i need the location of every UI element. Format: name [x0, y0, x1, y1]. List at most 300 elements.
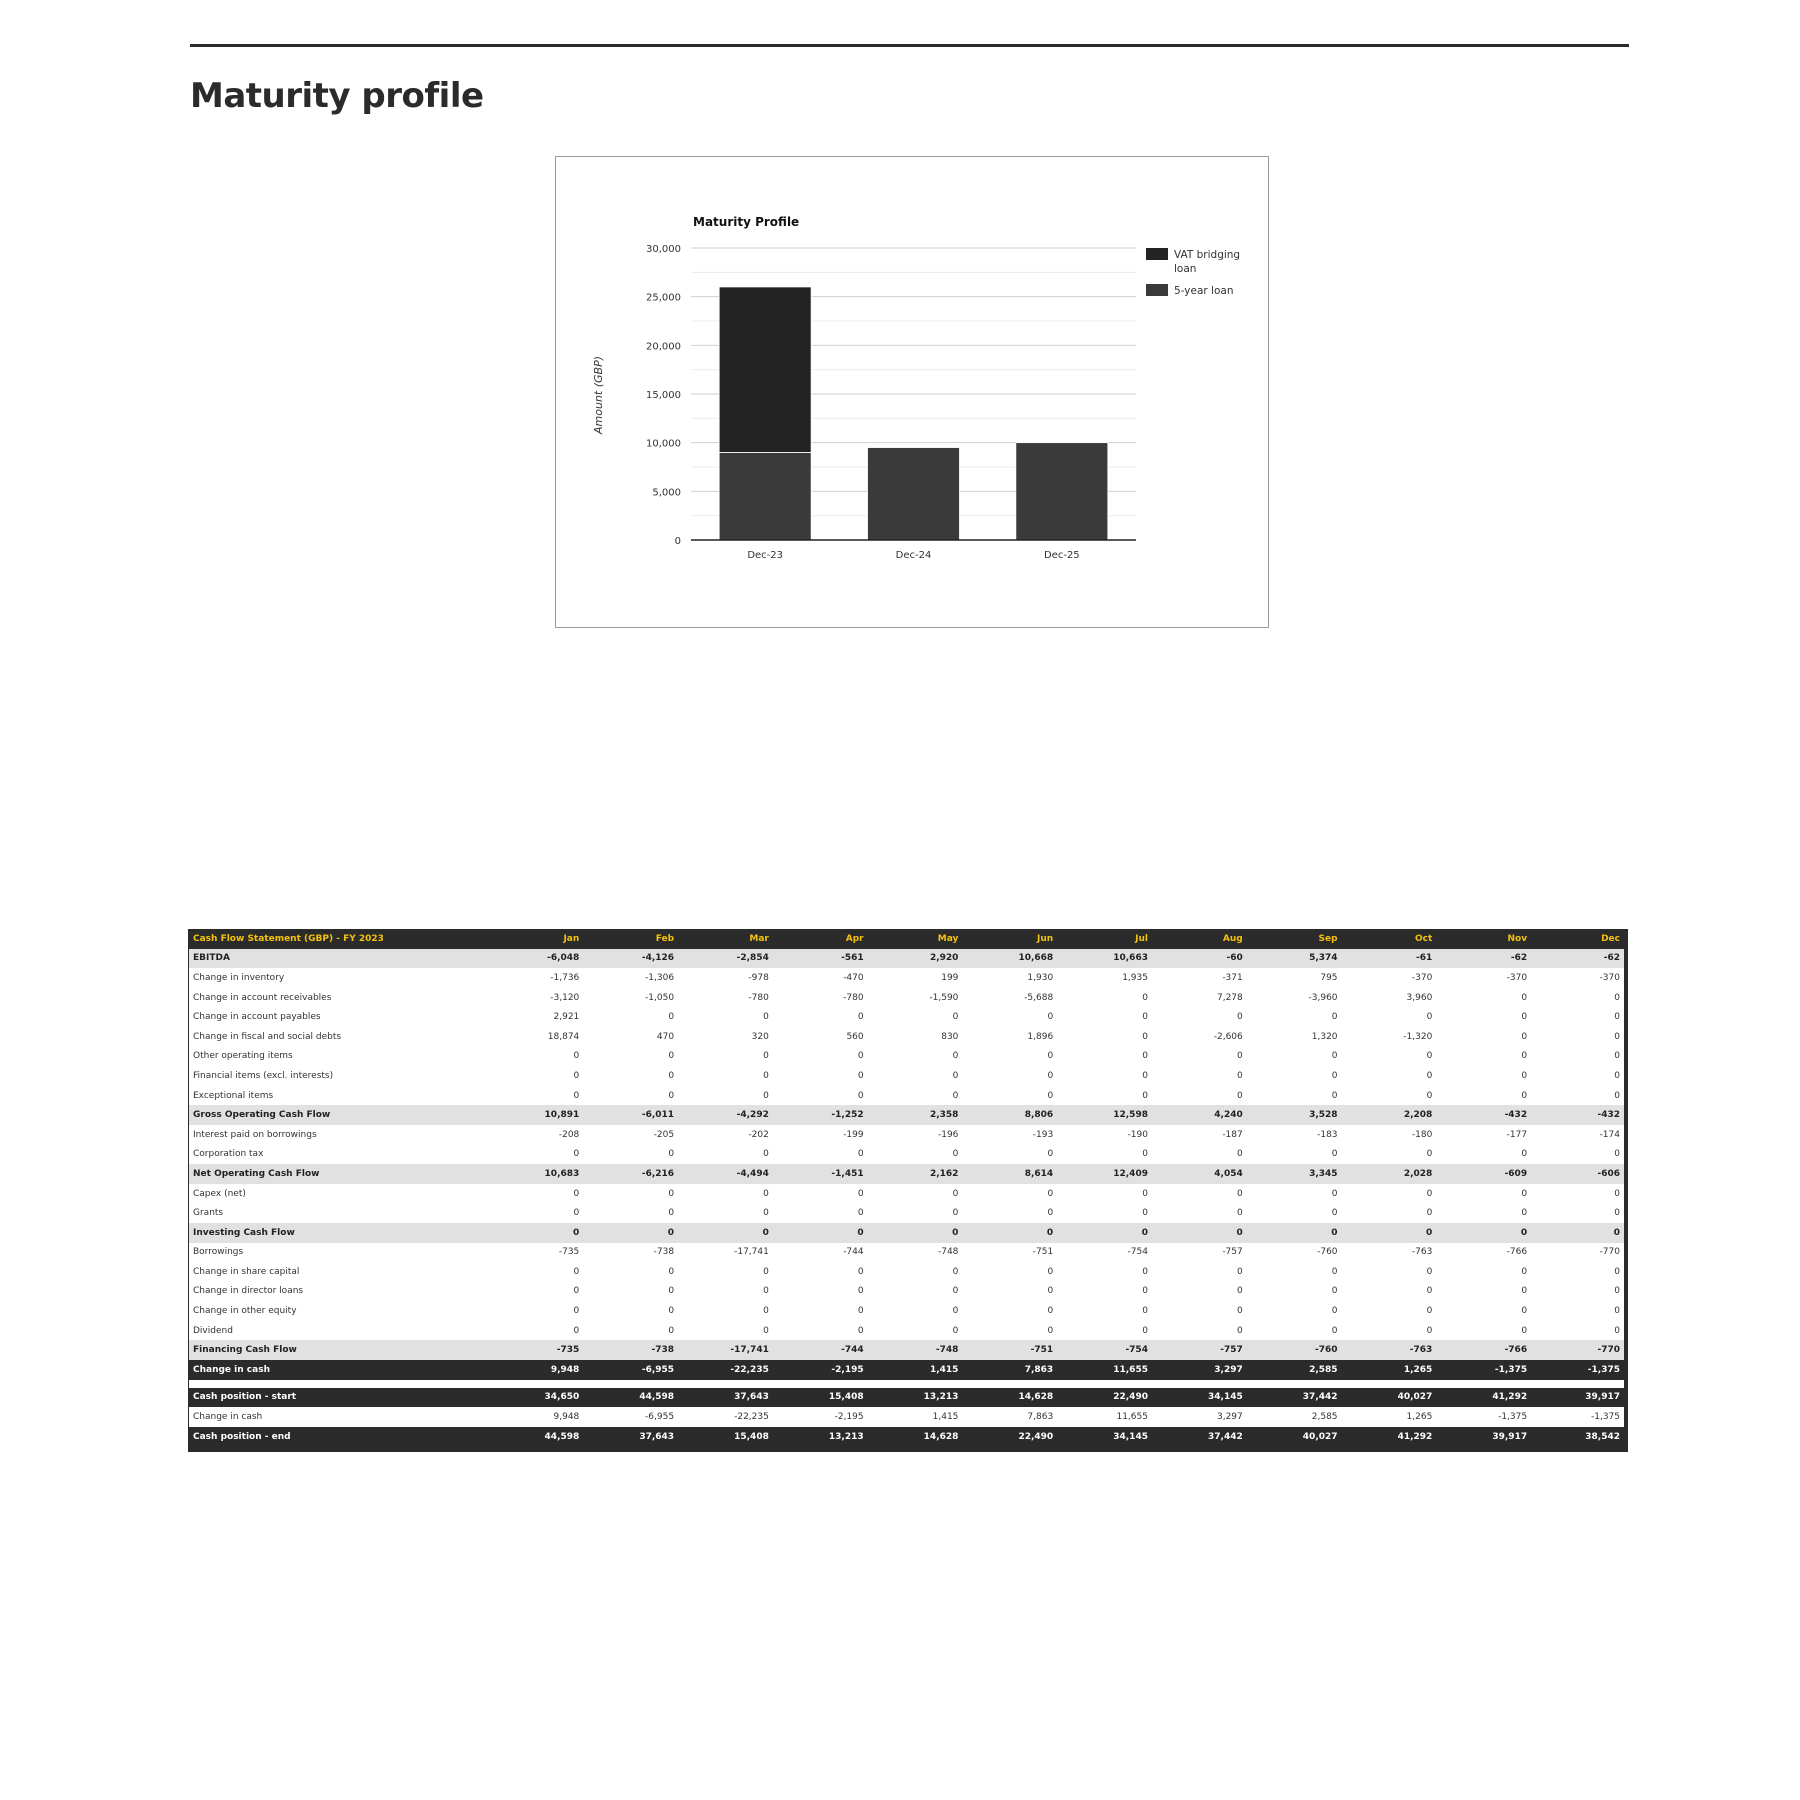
table-row [189, 1164, 1627, 1184]
row-label: Change in account payables [189, 1007, 489, 1027]
row-value-mar: 0 [678, 1301, 773, 1321]
month-header-may: May [868, 929, 963, 949]
row-value-feb: -205 [583, 1125, 678, 1145]
row-value-apr: 13,213 [773, 1427, 868, 1450]
row-value-aug: 0 [1152, 1145, 1247, 1165]
row-value-jul: 12,409 [1057, 1164, 1152, 1184]
row-value-jul: -754 [1057, 1340, 1152, 1360]
row-value-oct: 2,028 [1342, 1164, 1437, 1184]
row-value-jul: 10,663 [1057, 949, 1152, 969]
row-value-may: 2,358 [868, 1105, 963, 1125]
row-value-apr: 0 [773, 1066, 868, 1086]
y-tick-label: 0 [674, 536, 681, 547]
y-tick-label: 15,000 [646, 390, 681, 401]
cash-flow-table [188, 929, 1628, 1452]
row-value-sep: 0 [1247, 1145, 1342, 1165]
row-value-feb: 0 [583, 1223, 678, 1243]
row-value-may: 0 [868, 1145, 963, 1165]
row-value-jul: 0 [1057, 1184, 1152, 1204]
row-value-aug: 0 [1152, 1223, 1247, 1243]
row-value-oct: 40,027 [1342, 1388, 1437, 1408]
row-value-apr: 0 [773, 1007, 868, 1027]
row-value-aug: -757 [1152, 1340, 1247, 1360]
row-value-may: 0 [868, 1184, 963, 1204]
row-value-mar: -780 [678, 988, 773, 1008]
row-value-jul: 0 [1057, 1066, 1152, 1086]
row-value-feb: -6,955 [583, 1360, 678, 1380]
row-value-feb: 37,643 [583, 1427, 678, 1450]
y-tick-label: 25,000 [646, 292, 681, 304]
row-value-nov: 41,292 [1436, 1388, 1531, 1408]
table-row [189, 1086, 1627, 1106]
row-value-may: -748 [868, 1340, 963, 1360]
y-tick-label: 10,000 [646, 438, 681, 450]
row-value-jan: 44,598 [489, 1427, 584, 1450]
row-value-may: 0 [868, 1223, 963, 1243]
row-value-jan: -735 [489, 1340, 584, 1360]
row-value-aug: 3,297 [1152, 1407, 1247, 1427]
row-value-oct: 0 [1342, 1066, 1437, 1086]
row-value-jan: 0 [489, 1262, 584, 1282]
row-value-nov: 0 [1436, 1047, 1531, 1067]
row-value-apr: 0 [773, 1086, 868, 1106]
row-value-oct: -370 [1342, 968, 1437, 988]
row-label: Change in cash [189, 1407, 489, 1427]
row-value-aug: 4,054 [1152, 1164, 1247, 1184]
row-value-feb: 0 [583, 1203, 678, 1223]
row-value-mar: -22,235 [678, 1407, 773, 1427]
row-value-sep: 0 [1247, 1047, 1342, 1067]
row-value-may: 14,628 [868, 1427, 963, 1450]
row-value-jan: 10,683 [489, 1164, 584, 1184]
row-value-aug: -371 [1152, 968, 1247, 988]
row-value-dec: -770 [1531, 1243, 1626, 1263]
row-value-jun: 0 [962, 1007, 1057, 1027]
row-value-apr: -561 [773, 949, 868, 969]
row-value-jul: 0 [1057, 1223, 1152, 1243]
table-row [189, 968, 1627, 988]
row-value-apr: 560 [773, 1027, 868, 1047]
bar-5-year-loan-dec-24 [868, 448, 960, 540]
row-value-feb: 470 [583, 1027, 678, 1047]
row-value-may: 0 [868, 1321, 963, 1341]
row-value-apr: -470 [773, 968, 868, 988]
row-value-nov: -1,375 [1436, 1407, 1531, 1427]
bar-5-year-loan-dec-23 [719, 452, 811, 540]
row-value-dec: 0 [1531, 1086, 1626, 1106]
x-tick-label: Dec-24 [895, 550, 932, 561]
row-value-jun: 1,896 [962, 1027, 1057, 1047]
table-row [189, 1321, 1627, 1341]
row-value-jul: 0 [1057, 1047, 1152, 1067]
row-value-feb: 0 [583, 1086, 678, 1106]
row-value-feb: -1,306 [583, 968, 678, 988]
row-value-oct: -763 [1342, 1340, 1437, 1360]
row-value-may: 0 [868, 1086, 963, 1106]
row-value-jun: -751 [962, 1340, 1057, 1360]
table-row [189, 1066, 1627, 1086]
row-value-aug: 0 [1152, 1007, 1247, 1027]
row-value-aug: -187 [1152, 1125, 1247, 1145]
row-label: Financing Cash Flow [189, 1340, 489, 1360]
row-value-sep: 0 [1247, 1066, 1342, 1086]
row-value-oct: -763 [1342, 1243, 1437, 1263]
table-row [189, 1282, 1627, 1302]
row-value-feb: 0 [583, 1282, 678, 1302]
row-value-jun: -193 [962, 1125, 1057, 1145]
row-value-mar: -2,854 [678, 949, 773, 969]
row-value-oct: 0 [1342, 1301, 1437, 1321]
row-value-aug: 0 [1152, 1203, 1247, 1223]
row-value-mar: 0 [678, 1086, 773, 1106]
row-value-jul: 0 [1057, 1262, 1152, 1282]
row-value-nov: 0 [1436, 1321, 1531, 1341]
row-value-jul: 1,935 [1057, 968, 1152, 988]
row-value-mar: -4,292 [678, 1105, 773, 1125]
row-value-feb: 44,598 [583, 1388, 678, 1408]
row-value-jan: 9,948 [489, 1407, 584, 1427]
row-value-jun: 0 [962, 1203, 1057, 1223]
row-value-sep: 0 [1247, 1086, 1342, 1106]
table-row [189, 1407, 1627, 1427]
row-value-nov: 0 [1436, 1027, 1531, 1047]
row-value-aug: 0 [1152, 1321, 1247, 1341]
row-value-may: 1,415 [868, 1407, 963, 1427]
row-value-may: 2,920 [868, 949, 963, 969]
row-value-jan: 0 [489, 1301, 584, 1321]
row-value-may: 0 [868, 1203, 963, 1223]
row-value-nov: -766 [1436, 1243, 1531, 1263]
row-value-apr: -1,252 [773, 1105, 868, 1125]
row-value-dec: 0 [1531, 1007, 1626, 1027]
row-value-nov: 0 [1436, 1145, 1531, 1165]
row-value-may: 199 [868, 968, 963, 988]
row-value-jun: 7,863 [962, 1360, 1057, 1380]
row-value-feb: 0 [583, 1301, 678, 1321]
spacer-cell [189, 1380, 1627, 1388]
row-label: Net Operating Cash Flow [189, 1164, 489, 1184]
row-value-dec: -770 [1531, 1340, 1626, 1360]
row-value-nov: 0 [1436, 1184, 1531, 1204]
row-value-feb: -738 [583, 1243, 678, 1263]
row-value-oct: 0 [1342, 1184, 1437, 1204]
row-value-dec: 0 [1531, 1184, 1626, 1204]
y-tick-label: 20,000 [646, 341, 681, 353]
row-value-jun: 14,628 [962, 1388, 1057, 1408]
row-label: Exceptional items [189, 1086, 489, 1106]
row-value-may: 0 [868, 1047, 963, 1067]
row-value-jan: -3,120 [489, 988, 584, 1008]
row-value-sep: 37,442 [1247, 1388, 1342, 1408]
row-value-sep: 0 [1247, 1321, 1342, 1341]
table-title: Cash Flow Statement (GBP) - FY 2023 [189, 929, 489, 949]
row-value-aug: 0 [1152, 1262, 1247, 1282]
page-title: Maturity profile [190, 76, 484, 116]
row-value-aug: -757 [1152, 1243, 1247, 1263]
row-value-apr: -199 [773, 1125, 868, 1145]
row-value-jul: 0 [1057, 1282, 1152, 1302]
row-value-feb: 0 [583, 1145, 678, 1165]
row-value-dec: 0 [1531, 1203, 1626, 1223]
row-value-nov: -609 [1436, 1164, 1531, 1184]
table-row [189, 1360, 1627, 1380]
row-value-nov: 0 [1436, 1282, 1531, 1302]
row-value-dec: 0 [1531, 1282, 1626, 1302]
table-row [189, 1047, 1627, 1067]
row-value-sep: 0 [1247, 1301, 1342, 1321]
row-value-nov: -370 [1436, 968, 1531, 988]
row-value-apr: -780 [773, 988, 868, 1008]
row-value-dec: -1,375 [1531, 1407, 1626, 1427]
row-value-dec: -62 [1531, 949, 1626, 969]
y-tick-label: 5,000 [652, 487, 681, 499]
row-value-jan: 0 [489, 1223, 584, 1243]
row-value-jul: 0 [1057, 1007, 1152, 1027]
table-row [189, 1125, 1627, 1145]
row-value-jun: -751 [962, 1243, 1057, 1263]
row-value-mar: 37,643 [678, 1388, 773, 1408]
row-value-nov: -62 [1436, 949, 1531, 969]
table-row [189, 1388, 1627, 1408]
row-value-oct: 1,265 [1342, 1360, 1437, 1380]
row-value-jul: 0 [1057, 1203, 1152, 1223]
table-row [189, 1301, 1627, 1321]
row-value-nov: 0 [1436, 1223, 1531, 1243]
row-value-nov: 0 [1436, 1007, 1531, 1027]
row-label: Cash position - start [189, 1388, 489, 1408]
row-value-apr: 0 [773, 1184, 868, 1204]
table-row [189, 1223, 1627, 1243]
month-header-jul: Jul [1057, 929, 1152, 949]
row-value-aug: 4,240 [1152, 1105, 1247, 1125]
row-value-nov: -766 [1436, 1340, 1531, 1360]
row-value-jul: 34,145 [1057, 1427, 1152, 1450]
month-header-jun: Jun [962, 929, 1057, 949]
row-value-sep: 0 [1247, 1282, 1342, 1302]
row-value-jan: -735 [489, 1243, 584, 1263]
row-value-nov: 0 [1436, 1203, 1531, 1223]
row-value-jan: 0 [489, 1066, 584, 1086]
row-value-dec: 0 [1531, 1321, 1626, 1341]
row-value-dec: 0 [1531, 1027, 1626, 1047]
row-value-apr: 0 [773, 1321, 868, 1341]
row-value-aug: 0 [1152, 1282, 1247, 1302]
row-value-jan: 2,921 [489, 1007, 584, 1027]
row-value-sep: 5,374 [1247, 949, 1342, 969]
row-value-may: -1,590 [868, 988, 963, 1008]
row-value-nov: -177 [1436, 1125, 1531, 1145]
row-value-oct: 0 [1342, 1262, 1437, 1282]
row-value-feb: 0 [583, 1321, 678, 1341]
row-value-may: 830 [868, 1027, 963, 1047]
table-row [189, 949, 1627, 969]
row-label: Grants [189, 1203, 489, 1223]
maturity-chart [556, 157, 1270, 629]
row-value-jan: 0 [489, 1282, 584, 1302]
row-value-dec: -1,375 [1531, 1360, 1626, 1380]
row-value-dec: 0 [1531, 988, 1626, 1008]
row-value-jun: 8,806 [962, 1105, 1057, 1125]
row-value-apr: 0 [773, 1301, 868, 1321]
row-value-jul: -754 [1057, 1243, 1152, 1263]
row-label: Change in share capital [189, 1262, 489, 1282]
row-value-jun: 0 [962, 1066, 1057, 1086]
row-value-sep: 2,585 [1247, 1360, 1342, 1380]
row-value-feb: 0 [583, 1066, 678, 1086]
row-value-oct: 0 [1342, 1203, 1437, 1223]
row-value-mar: -4,494 [678, 1164, 773, 1184]
row-value-jan: 18,874 [489, 1027, 584, 1047]
row-value-apr: 0 [773, 1282, 868, 1302]
row-value-nov: 0 [1436, 988, 1531, 1008]
row-value-mar: 0 [678, 1047, 773, 1067]
row-value-dec: -606 [1531, 1164, 1626, 1184]
row-value-oct: -61 [1342, 949, 1437, 969]
row-value-mar: 15,408 [678, 1427, 773, 1450]
row-label: Change in cash [189, 1360, 489, 1380]
row-value-may: 2,162 [868, 1164, 963, 1184]
row-value-mar: 0 [678, 1203, 773, 1223]
row-value-jan: 0 [489, 1321, 584, 1341]
row-value-aug: 34,145 [1152, 1388, 1247, 1408]
month-header-apr: Apr [773, 929, 868, 949]
row-label: Gross Operating Cash Flow [189, 1105, 489, 1125]
bar-5-year-loan-dec-25 [1016, 443, 1108, 540]
row-value-sep: -3,960 [1247, 988, 1342, 1008]
row-value-jul: -190 [1057, 1125, 1152, 1145]
row-value-jul: 0 [1057, 1086, 1152, 1106]
row-value-mar: 0 [678, 1223, 773, 1243]
row-label: Other operating items [189, 1047, 489, 1067]
row-label: EBITDA [189, 949, 489, 969]
row-value-feb: 0 [583, 1262, 678, 1282]
month-header-mar: Mar [678, 929, 773, 949]
row-value-dec: -370 [1531, 968, 1626, 988]
row-value-oct: 0 [1342, 1145, 1437, 1165]
row-value-oct: 2,208 [1342, 1105, 1437, 1125]
row-value-aug: 3,297 [1152, 1360, 1247, 1380]
row-label: Financial items (excl. interests) [189, 1066, 489, 1086]
row-value-sep: 3,528 [1247, 1105, 1342, 1125]
row-value-aug: -2,606 [1152, 1027, 1247, 1047]
row-value-oct: 3,960 [1342, 988, 1437, 1008]
row-value-jul: 11,655 [1057, 1407, 1152, 1427]
row-value-nov: -432 [1436, 1105, 1531, 1125]
row-value-sep: 2,585 [1247, 1407, 1342, 1427]
row-value-sep: 0 [1247, 1184, 1342, 1204]
row-value-jun: 0 [962, 1145, 1057, 1165]
row-value-jun: 0 [962, 1262, 1057, 1282]
row-value-feb: -6,011 [583, 1105, 678, 1125]
row-value-oct: -1,320 [1342, 1027, 1437, 1047]
legend-swatch [1146, 248, 1168, 260]
row-value-jul: 0 [1057, 1145, 1152, 1165]
row-value-mar: 0 [678, 1262, 773, 1282]
row-value-dec: 39,917 [1531, 1388, 1626, 1408]
month-header-aug: Aug [1152, 929, 1247, 949]
row-value-jun: 0 [962, 1047, 1057, 1067]
row-value-jun: 8,614 [962, 1164, 1057, 1184]
row-value-dec: 38,542 [1531, 1427, 1626, 1450]
row-value-jun: 0 [962, 1086, 1057, 1106]
row-value-aug: 7,278 [1152, 988, 1247, 1008]
table-row [189, 1243, 1627, 1263]
month-header-feb: Feb [583, 929, 678, 949]
row-value-dec: -174 [1531, 1125, 1626, 1145]
row-value-oct: 41,292 [1342, 1427, 1437, 1450]
month-header-jan: Jan [489, 929, 584, 949]
row-label: Borrowings [189, 1243, 489, 1263]
row-value-jul: 0 [1057, 988, 1152, 1008]
row-value-jun: 10,668 [962, 949, 1057, 969]
row-value-dec: 0 [1531, 1262, 1626, 1282]
row-value-may: -748 [868, 1243, 963, 1263]
row-value-sep: 0 [1247, 1007, 1342, 1027]
row-value-sep: 795 [1247, 968, 1342, 988]
row-value-sep: -760 [1247, 1243, 1342, 1263]
x-tick-label: Dec-23 [747, 550, 784, 561]
row-value-jan: 10,891 [489, 1105, 584, 1125]
row-value-mar: -17,741 [678, 1340, 773, 1360]
row-value-jul: 0 [1057, 1301, 1152, 1321]
row-value-may: 0 [868, 1282, 963, 1302]
row-value-mar: -17,741 [678, 1243, 773, 1263]
row-value-nov: 0 [1436, 1301, 1531, 1321]
table-row [189, 1340, 1627, 1360]
row-label: Capex (net) [189, 1184, 489, 1204]
row-value-dec: 0 [1531, 1145, 1626, 1165]
x-tick-label: Dec-25 [1043, 550, 1080, 561]
row-value-jan: 34,650 [489, 1388, 584, 1408]
row-value-jun: 0 [962, 1184, 1057, 1204]
row-value-apr: 0 [773, 1145, 868, 1165]
row-value-mar: 320 [678, 1027, 773, 1047]
month-header-nov: Nov [1436, 929, 1531, 949]
row-value-dec: 0 [1531, 1047, 1626, 1067]
row-label: Investing Cash Flow [189, 1223, 489, 1243]
row-value-aug: -60 [1152, 949, 1247, 969]
row-label: Change in inventory [189, 968, 489, 988]
row-value-may: -196 [868, 1125, 963, 1145]
row-value-feb: -4,126 [583, 949, 678, 969]
row-value-jun: 0 [962, 1301, 1057, 1321]
row-value-nov: 0 [1436, 1262, 1531, 1282]
row-value-feb: -6,955 [583, 1407, 678, 1427]
row-value-may: 13,213 [868, 1388, 963, 1408]
row-value-dec: -432 [1531, 1105, 1626, 1125]
row-value-nov: -1,375 [1436, 1360, 1531, 1380]
row-value-sep: 0 [1247, 1203, 1342, 1223]
row-value-jun: 0 [962, 1321, 1057, 1341]
row-value-jul: 0 [1057, 1027, 1152, 1047]
row-label: Change in fiscal and social debts [189, 1027, 489, 1047]
table-spacer-row [189, 1380, 1627, 1388]
row-value-oct: 0 [1342, 1223, 1437, 1243]
month-header-oct: Oct [1342, 929, 1437, 949]
chart-title: Maturity Profile [693, 215, 800, 229]
top-rule [190, 44, 1629, 47]
month-header-sep: Sep [1247, 929, 1342, 949]
table-row [189, 1184, 1627, 1204]
table-row [189, 1007, 1627, 1027]
row-value-sep: 0 [1247, 1262, 1342, 1282]
row-value-apr: -744 [773, 1340, 868, 1360]
row-value-jun: -5,688 [962, 988, 1057, 1008]
row-value-oct: 0 [1342, 1086, 1437, 1106]
row-value-apr: -2,195 [773, 1360, 868, 1380]
row-value-sep: 1,320 [1247, 1027, 1342, 1047]
row-value-aug: 0 [1152, 1086, 1247, 1106]
